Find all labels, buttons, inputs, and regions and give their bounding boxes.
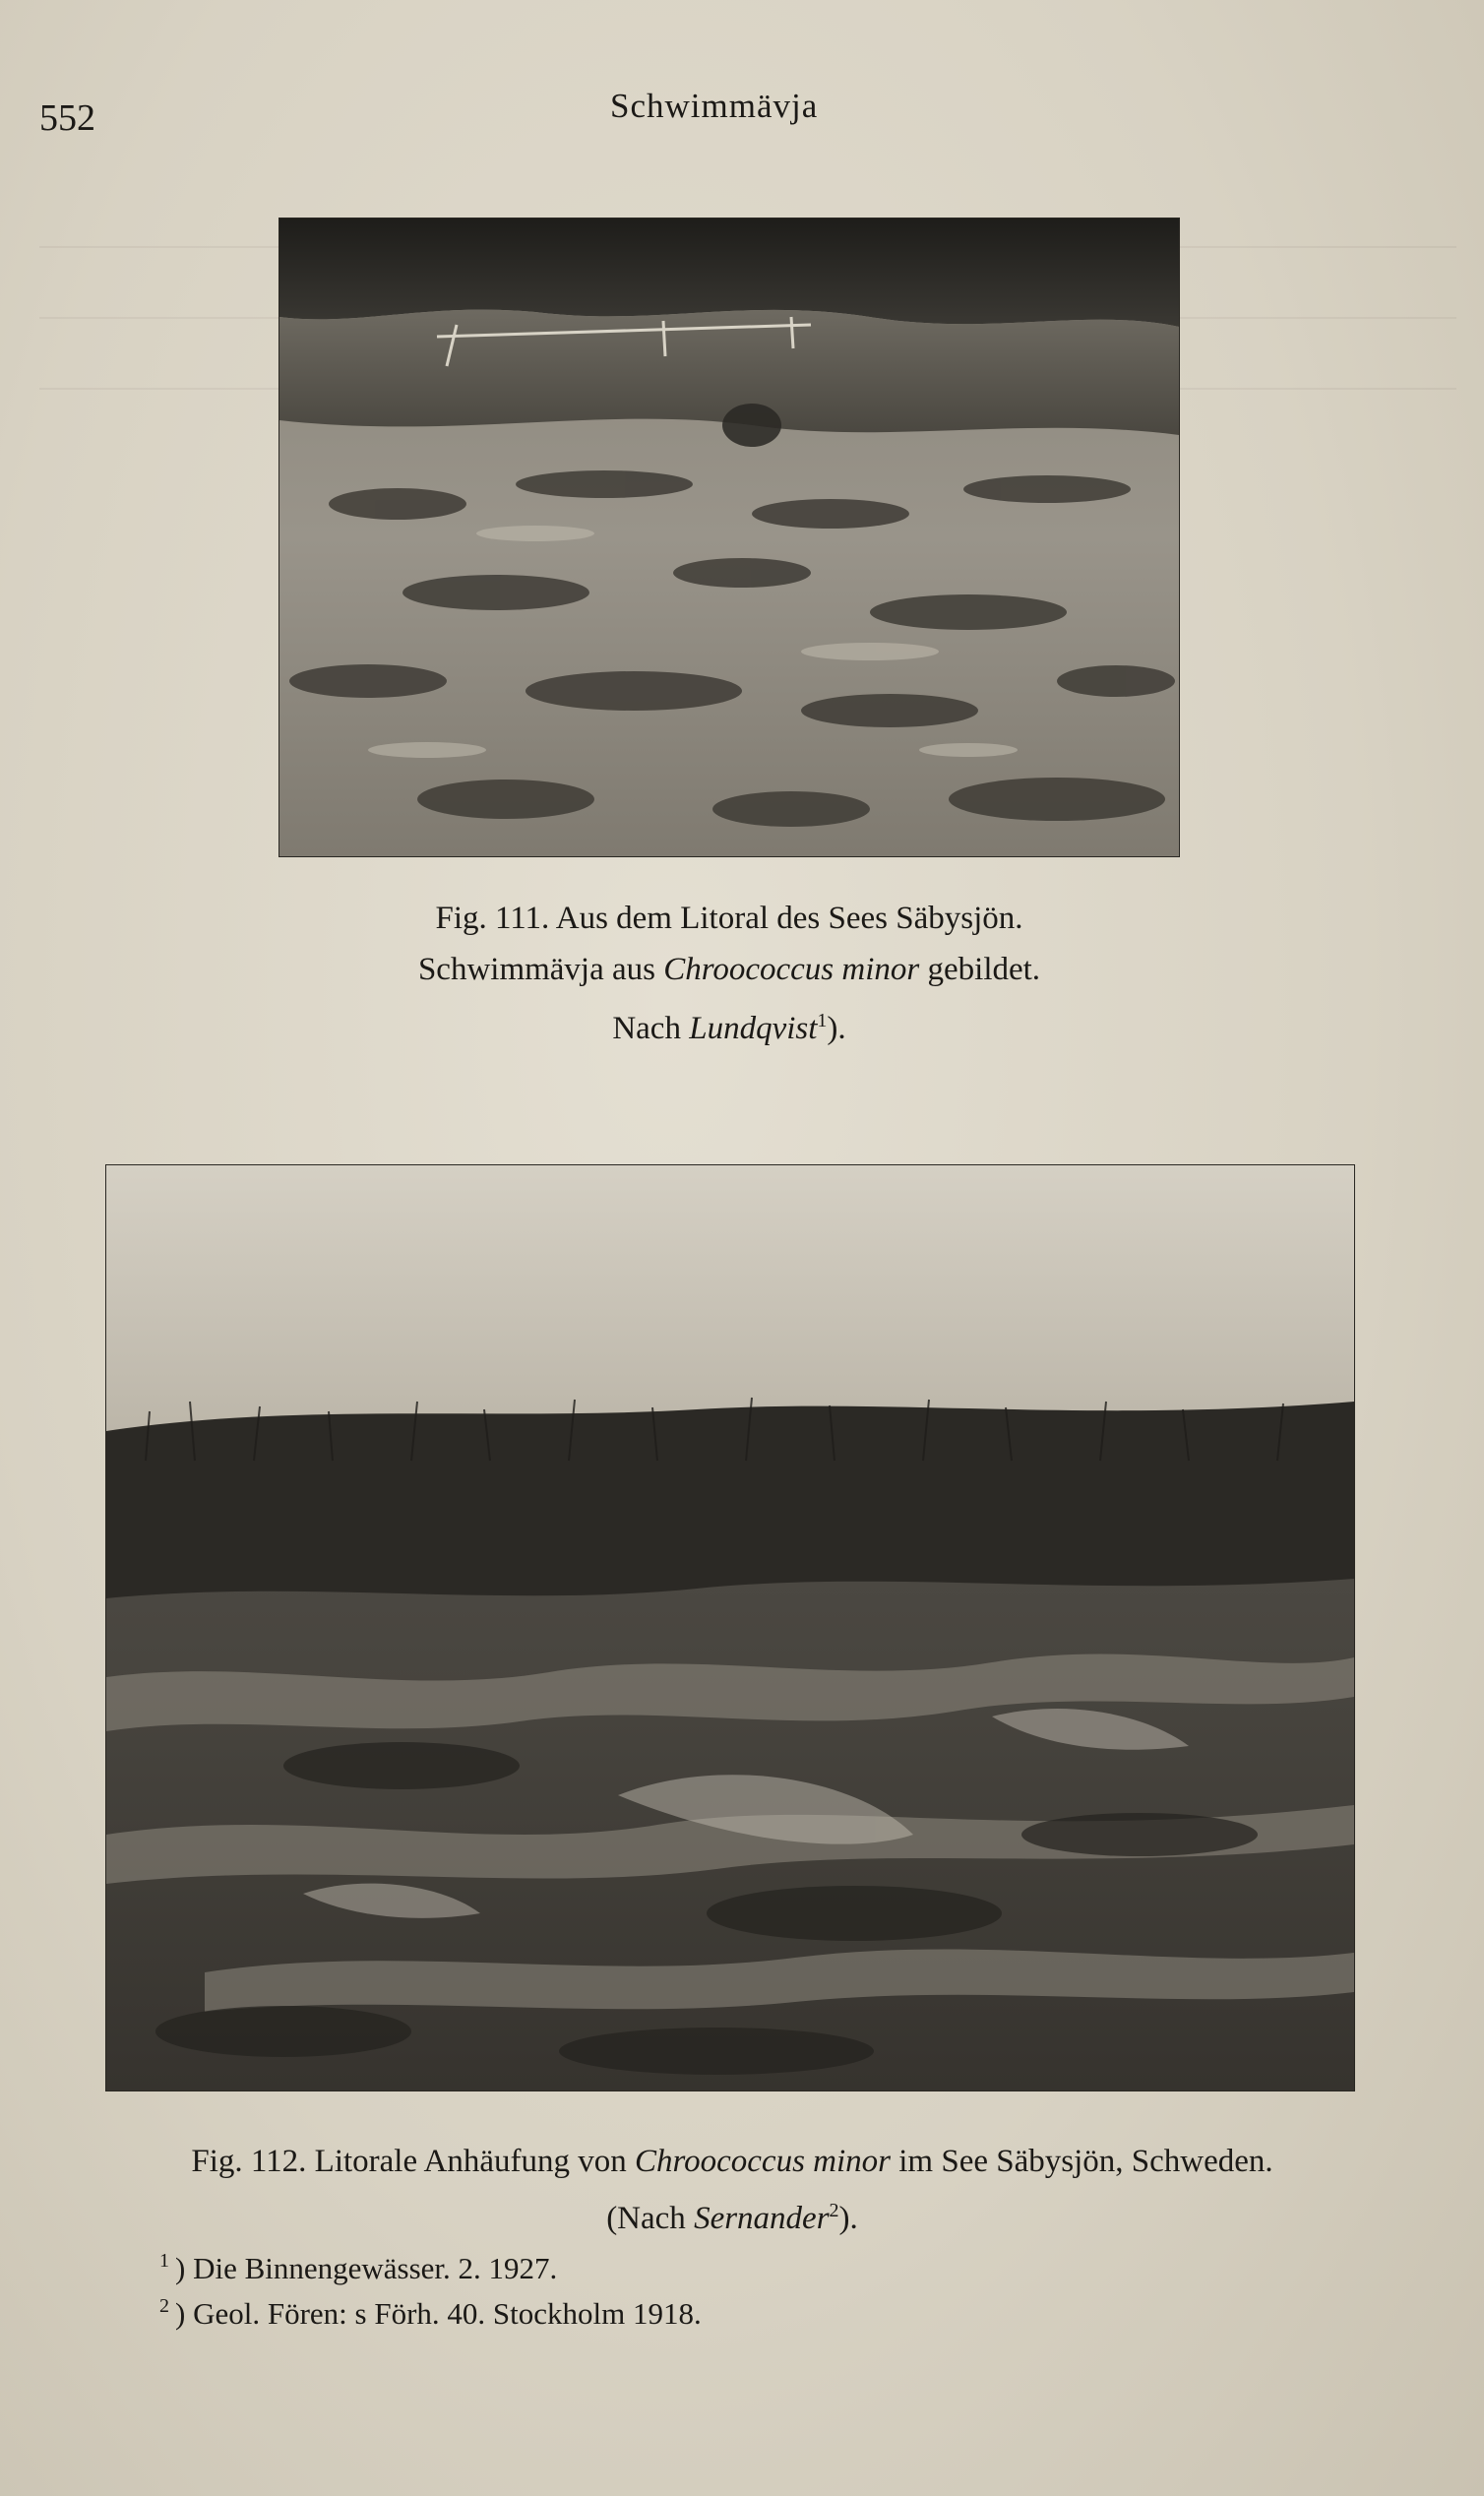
figure-111-caption-line2 <box>279 947 1179 992</box>
caption-text: Fig. 111. Aus dem Litoral des Sees Säbysjön. <box>435 901 1023 936</box>
figure-111-caption-line1 <box>279 896 1179 941</box>
caption-text: im See Säbysjön, Schweden. <box>891 2144 1273 2179</box>
footnote-ref: 2 <box>829 2200 839 2221</box>
author-name: Lundqvist <box>689 1011 818 1046</box>
caption-text: gebildet. <box>919 952 1041 987</box>
footnote-ref: 1 <box>817 1010 828 1031</box>
species-name: Chroococcus minor <box>663 952 920 987</box>
caption-text: ). <box>838 2201 858 2236</box>
footnote-text: Geol. Fören: s Förh. 40. Stockholm 1918. <box>193 2296 702 2331</box>
author-name: Sernander <box>694 2201 830 2236</box>
footnote-marker: 1 <box>159 2250 169 2272</box>
figure-112-caption-line1 <box>39 2139 1425 2184</box>
caption-text: ). <box>827 1011 846 1046</box>
caption-text: (Nach <box>606 2201 695 2236</box>
footnote-2: $^2$ ) Geol. Fören: s Förh. 40. Stockholm 1918. <box>159 2295 702 2331</box>
figure-111-caption-line3 <box>279 998 1179 1051</box>
caption-text: Fig. 112. Litorale Anhäufung von <box>191 2144 635 2179</box>
species-name: Chroococcus minor <box>635 2144 892 2179</box>
footnote-text: Die Binnengewässer. 2. 1927. <box>193 2251 558 2285</box>
running-head: Schwimmävja <box>610 87 819 125</box>
caption-text: Schwimmävja aus <box>417 952 664 987</box>
footnote-marker: 2 <box>159 2295 169 2317</box>
figure-112-photo <box>106 1165 1354 2090</box>
figure-111-photo <box>279 218 1179 856</box>
page-number: 552 <box>39 97 95 139</box>
figure-112-caption-line2 <box>39 2188 1425 2241</box>
footnote-1: $^1$ ) Die Binnengewässer. 2. 1927. <box>159 2250 558 2285</box>
caption-text: Nach <box>612 1011 690 1046</box>
